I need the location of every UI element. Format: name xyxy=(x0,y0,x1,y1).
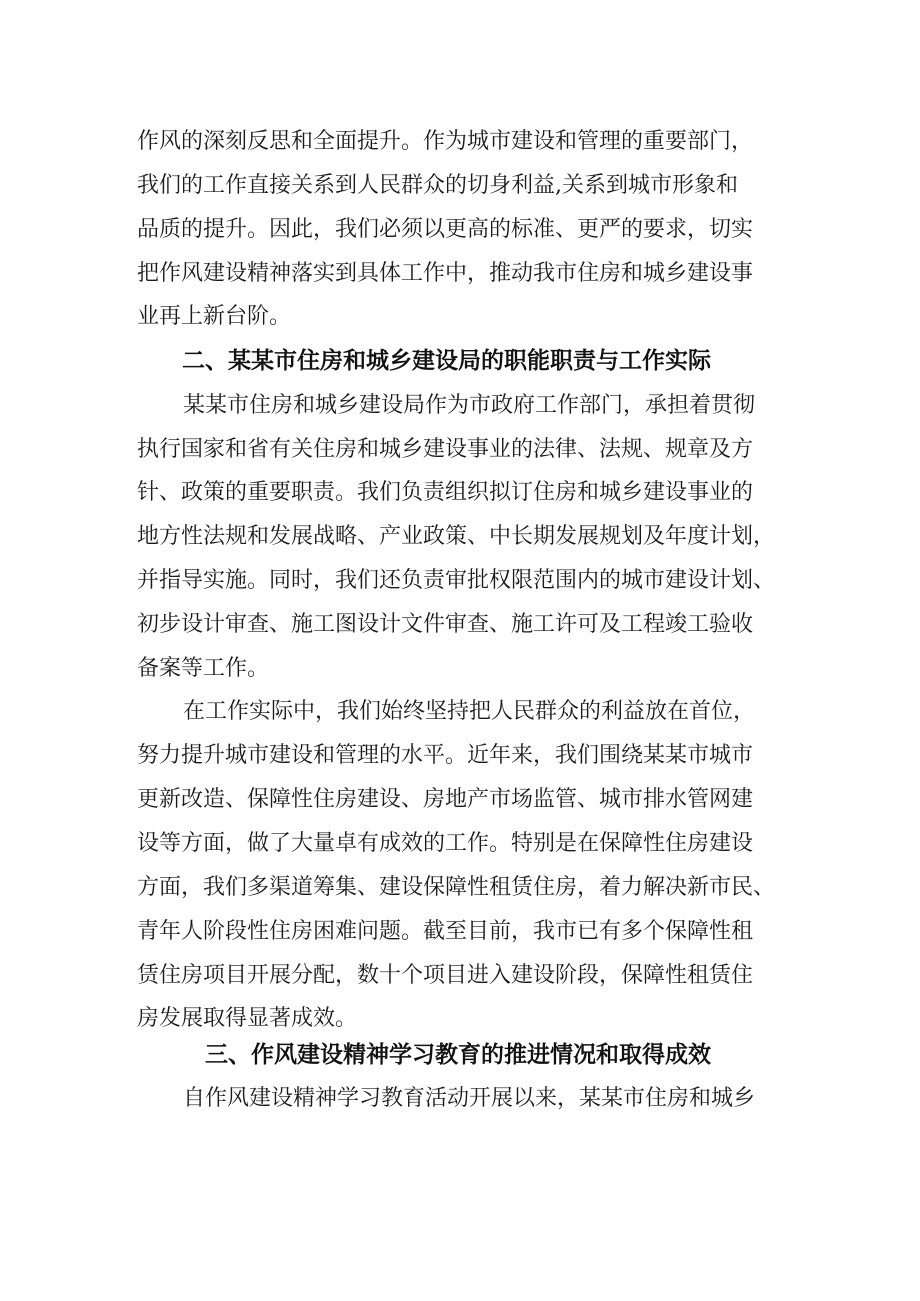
paragraph-line: 赁住房项目开展分配，数十个项目进入建设阶段，保障性租赁住 xyxy=(137,963,754,988)
paragraph-line: 初步设计审查、施工图设计文件审查、施工许可及工程竣工验收 xyxy=(137,612,754,637)
paragraph-line: 某某市住房和城乡建设局作为市政府工作部门，承担着贯彻 xyxy=(183,393,756,418)
paragraph-line: 作风的深刻反思和全面提升。作为城市建设和管理的重要部门， xyxy=(137,129,754,154)
paragraph-line: 我们的工作直接关系到人民群众的切身利益,关系到城市形象和 xyxy=(137,173,738,198)
paragraph-line: 执行国家和省有关住房和城乡建设事业的法律、法规、规章及方 xyxy=(137,437,754,462)
paragraph-line: 品质的提升。因此，我们必须以更高的标准、更严的要求，切实 xyxy=(137,217,754,242)
paragraph-line: 针、政策的重要职责。我们负责组织拟订住房和城乡建设事业的 xyxy=(137,480,754,505)
paragraph-line: 设等方面，做了大量卓有成效的工作。特别是在保障性住房建设 xyxy=(137,831,754,856)
paragraph-line: 自作风建设精神学习教育活动开展以来，某某市住房和城乡 xyxy=(183,1086,756,1111)
paragraph-line: 努力提升城市建设和管理的水平。近年来，我们围绕某某市城市 xyxy=(137,743,754,768)
paragraph-line: 在工作实际中，我们始终坚持把人民群众的利益放在首位， xyxy=(183,699,756,724)
paragraph-line: 把作风建设精神落实到具体工作中，推动我市住房和城乡建设事 xyxy=(137,261,754,286)
paragraph-line: 业再上新台阶。 xyxy=(137,304,292,329)
section-heading: 三、作风建设精神学习教育的推进情况和取得成效 xyxy=(205,1042,711,1068)
paragraph-line: 房发展取得显著成效。 xyxy=(137,1006,358,1031)
paragraph-line: 方面，我们多渠道筹集、建设保障性租赁住房，着力解决新市民、 xyxy=(137,875,776,900)
paragraph-line: 并指导实施。同时，我们还负责审批权限范围内的城市建设计划、 xyxy=(137,568,776,593)
paragraph-line: 备案等工作。 xyxy=(137,656,270,681)
paragraph-line: 地方性法规和发展战略、产业政策、中长期发展规划及年度计划， xyxy=(137,524,776,549)
paragraph-line: 更新改造、保障性住房建设、房地产市场监管、城市排水管网建 xyxy=(137,787,754,812)
section-heading: 二、某某市住房和城乡建设局的职能职责与工作实际 xyxy=(182,348,711,374)
paragraph-line: 青年人阶段性住房困难问题。截至目前，我市已有多个保障性租 xyxy=(137,919,754,944)
